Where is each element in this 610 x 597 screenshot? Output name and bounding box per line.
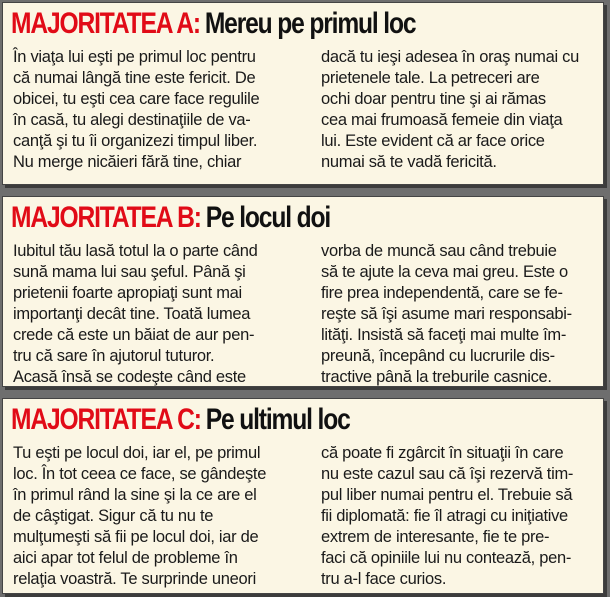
text-column-left <box>13 241 289 388</box>
section-columns <box>13 443 595 590</box>
section-label: MAJORITATEA A: <box>11 7 200 40</box>
text-column-right <box>321 47 595 173</box>
section-title: Mereu pe primul loc <box>204 7 416 40</box>
section-title: Pe locul doi <box>205 201 331 234</box>
text-column-left <box>13 443 289 590</box>
section-majority-c <box>2 398 604 594</box>
paragraph-text: În viaţa lui eşti pe primul loc pentru că numai lângă tine este fericit. De obicei, tu eşti cea care face regulile în casă, tu alegi destinaţiile de va- canţă şi tu îi organizezi timpul liber. Nu merge nicăieri fără tine, chiar <box>13 48 260 171</box>
section-columns <box>13 47 595 173</box>
paragraph-text: că poate fi zgârcit în situaţii în care nu este cazul sau că îşi rezervă tim- pul liber numai pentru el. Trebuie să fii diplomată: fie îl atragi cu iniţiative extrem de interesante, fie te pre- faci că opiniile lui nu contează, pen- tru a-l face curios. <box>321 444 574 588</box>
text-column-right <box>321 443 595 590</box>
section-title: Pe ultimul loc <box>205 403 350 436</box>
paragraph-text: vorba de muncă sau când trebuie să te ajute la ceva mai greu. Este o fire prea independentă, care se fe- reşte să îşi asume mari responsabi- lităţi. Insistă să faceţi mai multe îm- preună, începând cu lucrurile dis- tractive până la treburile casnice. <box>321 242 572 386</box>
section-heading <box>11 199 330 237</box>
paragraph-text: dacă tu ieşi adesea în oraş numai cu prietenele tale. La petreceri are ochi doar pentru tine şi ai rămas cea mai frumoasă femeie din viaţa lui. Este evident că ar face orice numai să te vadă fericită. <box>321 48 579 171</box>
section-heading <box>11 5 415 43</box>
section-heading <box>11 401 350 439</box>
text-column-right <box>321 241 595 388</box>
text-column-left <box>13 47 289 173</box>
section-majority-b <box>2 196 604 387</box>
paragraph-text: Tu eşti pe locul doi, iar el, pe primul loc. În tot ceea ce face, se gândeşte în primul rând la sine şi la ce are el de câştigat. Sigur că tu nu te mulţumeşti să fii pe locul doi, iar de aici apar tot felul de probleme în relaţia voastră. Te surprinde uneori <box>13 444 267 588</box>
section-label: MAJORITATEA B: <box>11 201 201 234</box>
section-majority-a <box>2 2 604 185</box>
section-label: MAJORITATEA C: <box>11 403 201 436</box>
section-columns <box>13 241 595 388</box>
paragraph-text: Iubitul tău lasă totul la o parte când sună mama lui sau şeful. Până şi prietenii foarte apropiaţi sunt mai importanţi decât tine. Toată lumea crede că este un băiat de aur pen- tru că sare în ajutorul tuturor. Acasă însă se codeşte când este <box>13 242 258 386</box>
